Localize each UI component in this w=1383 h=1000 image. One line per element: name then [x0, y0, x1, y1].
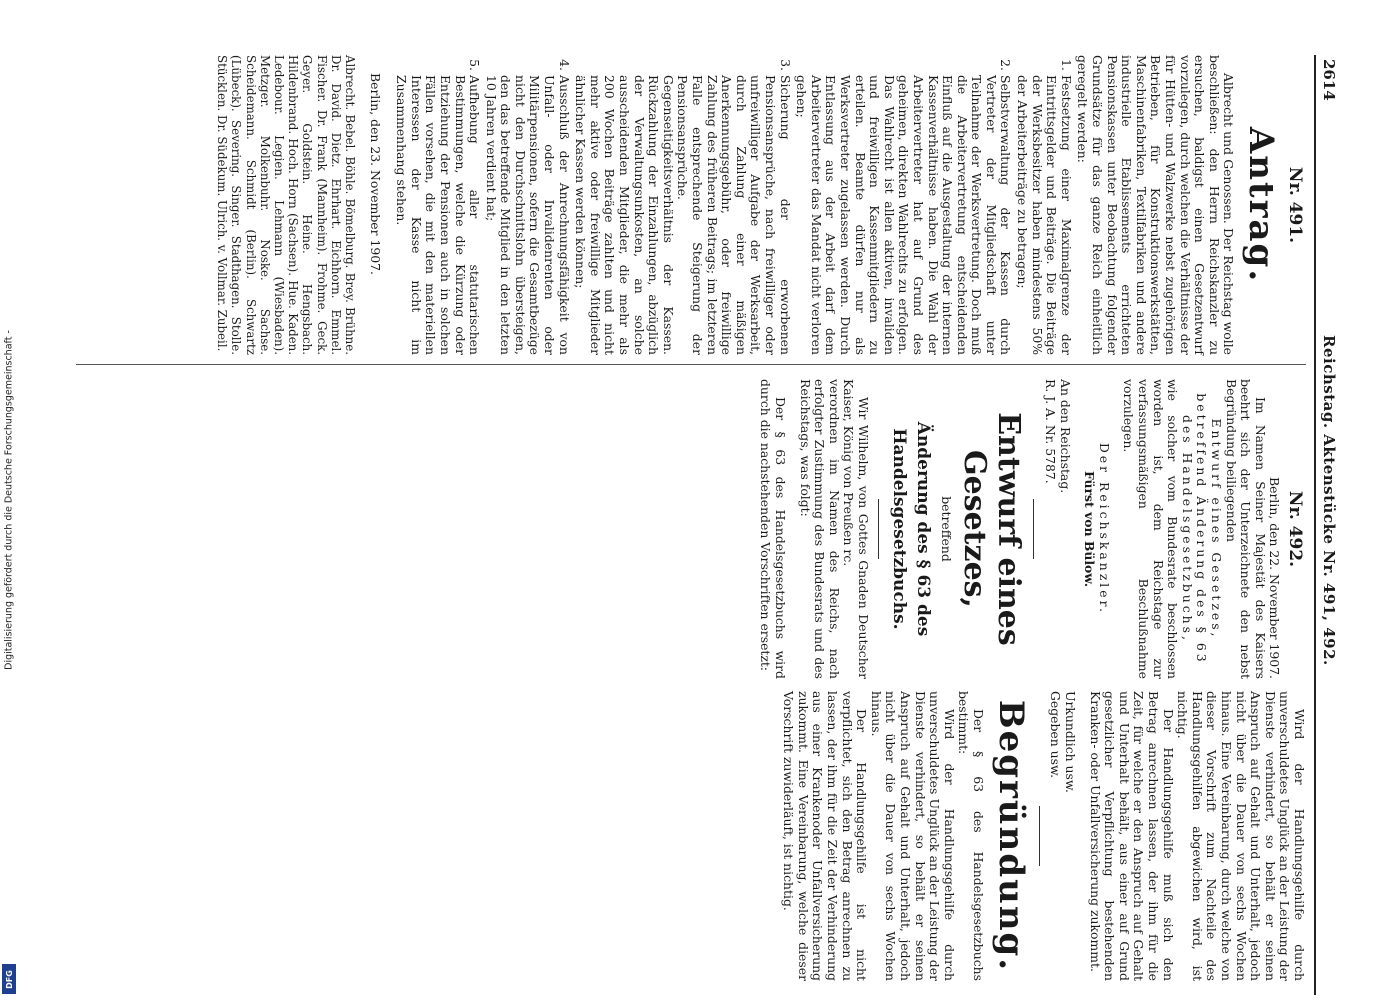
letter-date: Berlin, den 22. November 1907. — [1267, 477, 1283, 679]
list-item: 3. Sicherung der erworbenen Pensionsansprüche, nach freiwilliger oder unfreiwilliger Aufgabe der Werksarbeit, durch Zahlung einer mäßigen Anerkennungsgebühr, oder freiwillige Zahlung des früheren Beitrags; im letzteren Falle entsprechende Steigerung der Pensionsansprüche. Gegenseitigkeitsverhältnis der Kassen. Rückzahlung der Einzahlungen, abzüglich der Verwaltungsunkosten, an solche ausscheidenden Mitglieder, die mehr als 200 Wochen Beiträge zahlten und nicht mehr aktive oder freiwillige Mitglieder ähnlicher Kassen werden können; — [573, 59, 793, 355]
bill-quote: Wird der Handlungsgehilfe durch unverschuldetes Unglück an der Leistung der Dienste verhindert, so behält er seinen Anspruch auf Gehalt und Unterhalt, jedoch nicht über die Dauer von sechs Wochen hinaus. Eine Vereinbarung, durch welche von dieser Vorschrift zum Nachteile des Handlungsgehilfen abgewichen wird, ist nichtig. — [1175, 691, 1307, 981]
letter-body: wie solcher vom Bundesrate beschlossen worden ist, dem Reichstage zur verfassungsmäßigen Beschlußnahme vorzulegen. — [1121, 379, 1181, 679]
dfg-logo: DFG — [2, 964, 16, 994]
closing-line: Gegeben usw. — [1048, 691, 1064, 779]
motion-intro: Albrecht und Genossen. Der Reichstag wolle beschließen: den Herrn Reichskanzler zu ersuchen, baldigst einen Gesetzentwurf vorzulegen, durch welchen die Verhältnisse der für Hütten- und Walzwerke nebst zugehörigen Betrieben, für Konstruktionswerkstätten, Maschinenfabriken, Textilfabriken und andere industrielle Etablissements errichteten Pensionskassen unter Beobachtung folgender Grundsätze für das ganze Reich einheitlich geregelt werden: — [1075, 55, 1237, 355]
list-item: 5. Aufhebung aller statutarischen Bestimmungen, welche die Kürzung oder Entziehung der Pensionen auch in solchen Fällen vorsehen, die mit den materiellen Interessen der Kasse nicht im Zusammenhang stehen. — [394, 59, 483, 355]
bill-title: Entwurf eines Gesetzes, — [957, 412, 1027, 646]
office-title: Der Reichskanzler. — [1096, 442, 1112, 616]
separator — [878, 499, 879, 559]
document-491 — [215, 55, 1306, 355]
draft-title: Entwurf eines Gesetzes, betreffend Änderung des § 63 des Handelsgesetzbuchs, — [1179, 393, 1225, 665]
bill-paragraph: Der § 63 des Handelsgesetzbuchs wird durch die nachstehenden Vorschriften ersetzt: — [758, 379, 788, 679]
closing-line: Urkundlich usw. — [1063, 691, 1079, 793]
list-item: 1. Festsetzung einer Maximalgrenze der Eintrittsgelder und Beiträge. Die Beiträge der Werksbesitzer haben mindestens 50% der Arbeiterbeiträge zu betragen; — [1015, 59, 1074, 355]
reasons-text: Der § 63 des Handelsgesetzbuchs bestimmt: — [956, 691, 986, 981]
running-title: Reichstag. Aktenstücke Nr. 491, 492. — [1320, 335, 1338, 666]
digitization-footer — [0, 0, 18, 1000]
reasons-quote: Der Handlungsgehilfe ist nicht verpflichtet, sich den Betrag anrechnen zu lassen, der ihm für die Zeit der Verhinderung aus einer Krankenoder Unfallversicherung zukommt. Eine Vereinbarung, welche dieser Vorschrift zuwiderläuft, ist nichtig. — [781, 691, 870, 981]
motion-date: Berlin, den 23. November 1907. — [367, 73, 383, 275]
signatories: Albrecht. Bebel. Böhle. Bömelburg. Brey. Brühne. Dr. David. Dietz. Ehrhart. Eichhorn. Emmel. Fischer. Dr. Frank (Mannheim). Frohme. Geck. Geyer. Goldstein. Heine. Hengsbach. Hildenbrand. Hoch. Horn (Sachsen). Hue. Kaden. Ledebour. Legien. Lehmann (Wiesbaden). Metzger. Molkenbuhr. Noske. Sachse. Scheidemann. Schmidt (Berlin). Schwartz (Lübeck). Severing. Singer. Stadthagen. Stolle. Stücklen. Dr. Südekum. Ulrich. v. Vollmar. Zubeil. — [215, 55, 357, 355]
page-number: 2614 — [1320, 59, 1338, 101]
bill-text-and-reasons — [781, 691, 1306, 981]
letter-intro: Im Namen Seiner Majestät des Kaisers beehrt sich der Unterzeichnete den nebst Begründung beiliegenden — [1223, 379, 1268, 679]
separator — [1034, 499, 1035, 559]
enactment-formula: Wir Wilhelm, von Gottes Gnaden Deutscher Kaiser, König von Preußen rc. — [841, 379, 871, 679]
reference-number: R. J. A. Nr. 5787. — [1043, 379, 1059, 484]
enactment-clause: verordnen im Namen des Reichs, nach erfolgter Zustimmung des Bundesrats und des Reichstags, was folgt: — [797, 379, 842, 679]
page-header — [1314, 55, 1336, 995]
bill-betreffend: betreffend — [939, 496, 955, 562]
doc-number: Nr. 492. — [1285, 490, 1305, 568]
doc-number: Nr. 491. — [1285, 166, 1305, 244]
funding-note: Digitalisierung gefördert durch die Deutsche Forschungsgemeinschaft - — [3, 330, 15, 670]
separator — [1039, 806, 1040, 866]
bill-subject: Änderung des § 63 des Handelsgesetzbuchs. — [888, 421, 933, 637]
reasons-title: Begründung. — [990, 699, 1031, 973]
doc-title: Antrag. — [1241, 126, 1282, 284]
list-item: 4. Ausschluß der Anrechnungsfähigkeit von Unfall- oder Invalidenrenten oder Militärpensionen, sofern die Gesamtbezüge nicht den Durchschnittslohn übersteigen, den das betreffende Mitglied in den letzten 10 Jahren verdient hat; — [483, 59, 572, 355]
letter-and-bill — [758, 379, 1306, 679]
column-divider — [76, 364, 1306, 365]
rotated-page — [96, 55, 1336, 995]
reasons-quote: Wird der Handlungsgehilfe durch unverschuldetes Unglück an der Leistung der Dienste verhindert, so behält er seinen Anspruch auf Gehalt und Unterhalt, jedoch nicht über die Dauer von sechs Wochen hinaus. — [868, 691, 957, 981]
bill-quote: Der Handlungsgehilfe muß sich den Betrag anrechnen lassen, der ihm für die Zeit, für welche er den Anspruch auf Gehalt und Unterhalt behält, aus einer auf Grund gesetzlicher Verpflichtung bestehenden Kranken- oder Unfallversicherung zukommt. — [1087, 691, 1176, 981]
list-item: 2. Selbstverwaltung der Kassen durch Vertreter der Mitgliedschaft unter Teilnahme der Werksvertretung. Doch muß die Arbeitervertretung entscheidenden Einfluß auf die Ausgestaltung der internen Kassenverhältnisse haben. Die Wahl der Arbeitervertreter hat auf Grund des geheimen, direkten Wahlrechts zu erfolgen. Das Wahlrecht ist allen aktiven, invaliden und freiwilligen Kassenmitgliedern zu erteilen. Beamte dürfen nur als Werksvertreter zugelassen werden. Durch Entlassung aus der Arbeit darf dem Arbeitervertreter das Mandat nicht verloren gehen; — [794, 59, 1014, 355]
addressee: An den Reichstag. — [1057, 379, 1073, 494]
signer: Fürst von Bülow. — [1082, 470, 1098, 588]
